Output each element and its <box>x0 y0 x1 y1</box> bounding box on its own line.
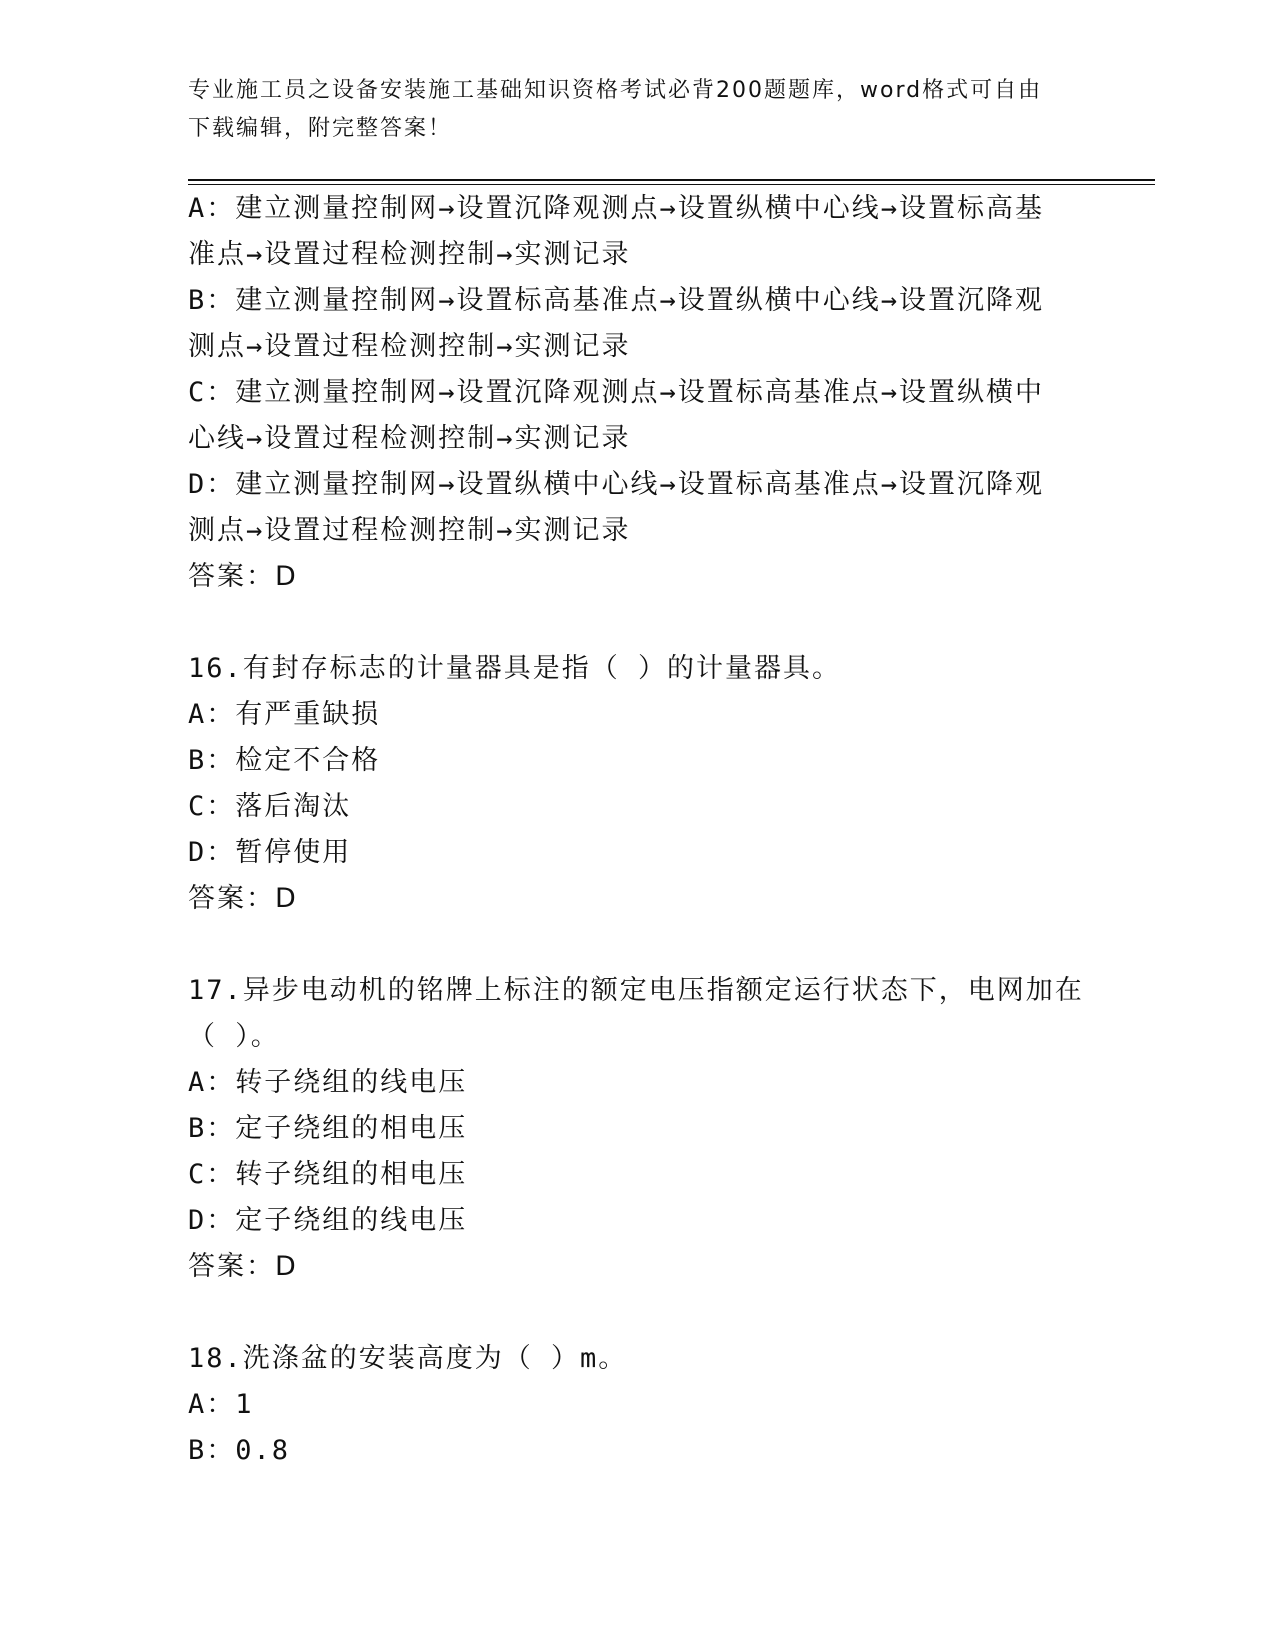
question-17-text-line-2: （ ）。 <box>188 1021 280 1052</box>
spacer <box>188 600 1088 646</box>
answer-15: 答案：D <box>188 561 298 592</box>
option-b: B：检定不合格 <box>188 745 381 776</box>
answer-16: 答案：D <box>188 883 298 914</box>
header-divider-thin <box>188 184 1155 185</box>
spacer <box>188 1290 1088 1336</box>
option-b: B：定子绕组的相电压 <box>188 1113 468 1144</box>
header-line-2: 下载编辑，附完整答案！ <box>188 116 453 141</box>
option-b-line-2: 测点→设置过程检测控制→实测记录 <box>188 331 631 362</box>
option-b-line-1: B：建立测量控制网→设置标高基准点→设置纵横中心线→设置沉降观 <box>188 285 1045 316</box>
header-line-1: 专业施工员之设备安装施工基础知识资格考试必背200题题库，word格式可自由 <box>188 78 1043 103</box>
option-c-line-2: 心线→设置过程检测控制→实测记录 <box>188 423 631 454</box>
question-17 <box>188 968 1088 1290</box>
option-a: A：有严重缺损 <box>188 699 381 730</box>
question-15-options <box>188 186 1088 600</box>
header-divider-thick <box>188 179 1155 181</box>
option-d-line-2: 测点→设置过程检测控制→实测记录 <box>188 515 631 546</box>
spacer <box>188 922 1088 968</box>
option-c: C：转子绕组的相电压 <box>188 1159 468 1190</box>
option-a-line-1: A：建立测量控制网→设置沉降观测点→设置纵横中心线→设置标高基 <box>188 193 1045 224</box>
option-a-line-2: 准点→设置过程检测控制→实测记录 <box>188 239 631 270</box>
option-a: A：转子绕组的线电压 <box>188 1067 468 1098</box>
question-16 <box>188 646 1088 922</box>
option-c: C：落后淘汰 <box>188 791 352 822</box>
question-list <box>188 186 1088 1474</box>
question-17-text-line-1: 17.异步电动机的铭牌上标注的额定电压指额定运行状态下，电网加在 <box>188 975 1084 1006</box>
option-b: B：0.8 <box>188 1435 291 1466</box>
question-18-text: 18.洗涤盆的安装高度为（ ）m。 <box>188 1343 628 1374</box>
option-d: D：暂停使用 <box>188 837 352 868</box>
question-16-text: 16.有封存标志的计量器具是指（ ）的计量器具。 <box>188 653 842 684</box>
option-d-line-1: D：建立测量控制网→设置纵横中心线→设置标高基准点→设置沉降观 <box>188 469 1045 500</box>
question-18 <box>188 1336 1088 1474</box>
document-header <box>188 72 1068 148</box>
option-c-line-1: C：建立测量控制网→设置沉降观测点→设置标高基准点→设置纵横中 <box>188 377 1045 408</box>
answer-17: 答案：D <box>188 1251 298 1282</box>
option-d: D：定子绕组的线电压 <box>188 1205 468 1236</box>
option-a: A：1 <box>188 1389 254 1420</box>
